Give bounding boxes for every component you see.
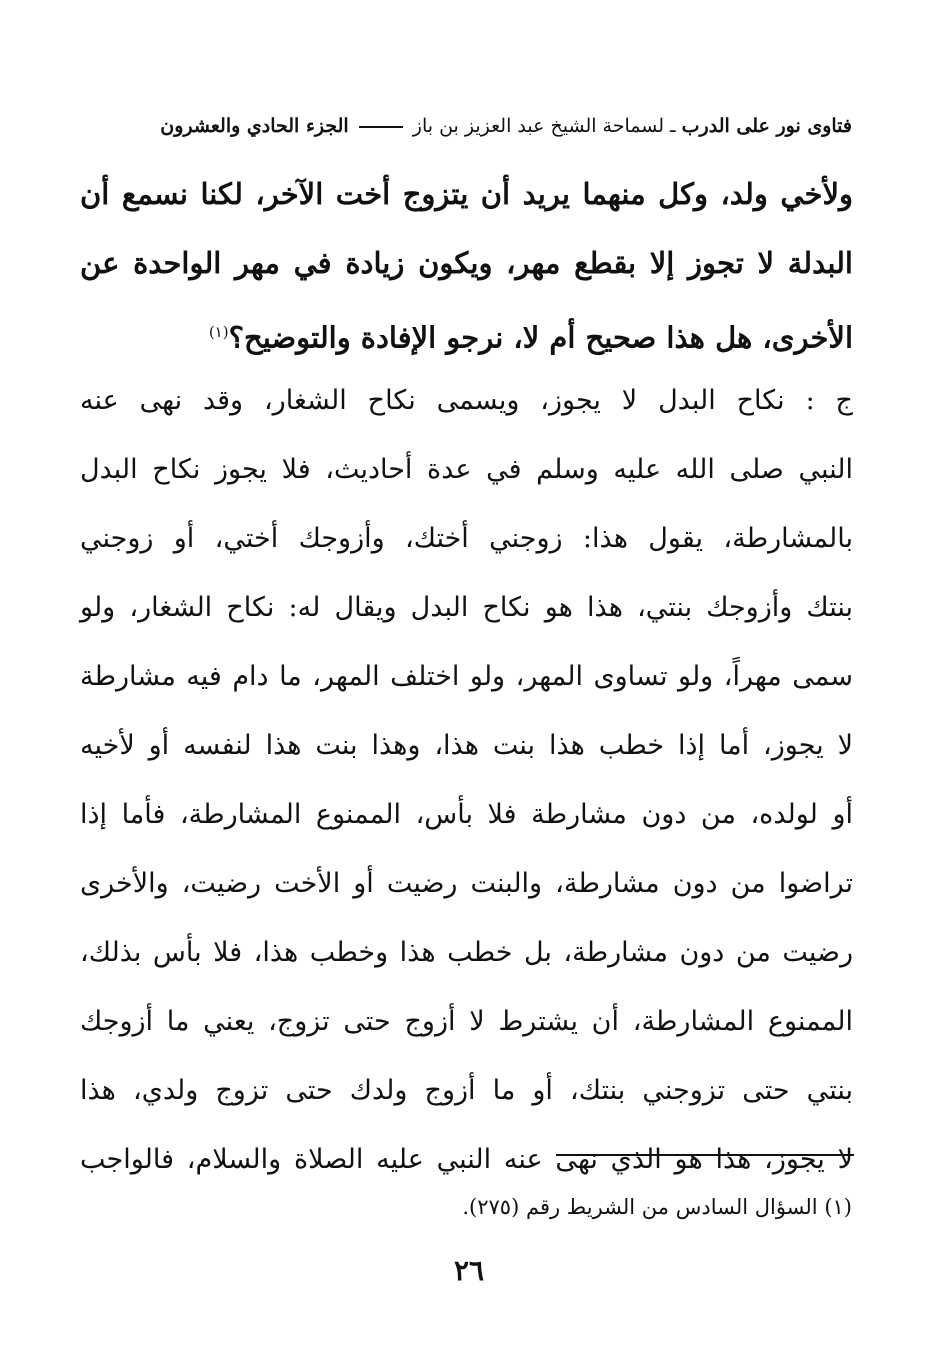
header-rule xyxy=(359,126,403,128)
answer-line: رضيت من دون مشارطة، بل خطب هذا وخطب هذا، فلا بأس بذلك، xyxy=(80,937,853,968)
answer-line: سمى مهراً، ولو تساوى المهر، ولو اختلف المهر، ما دام فيه مشارطة xyxy=(80,661,853,692)
question-line: البدلة لا تجوز إلا بقطع مهر، ويكون زيادة في مهر الواحدة عن xyxy=(80,246,853,280)
answer-line: بنتك وأزوجك بنتي، هذا هو نكاح البدل ويقال له: نكاح الشغار، ولو xyxy=(80,592,853,623)
footnote-separator xyxy=(556,1154,854,1156)
answer-line: الممنوع المشارطة، أن يشترط لا أزوج حتى تزوج، يعني ما أزوجك xyxy=(80,1006,853,1037)
answer-line: تراضوا من دون مشارطة، والبنت رضيت أو الأخت رضيت، والأخرى xyxy=(80,868,853,899)
question-line: ولأخي ولد، وكل منهما يريد أن يتزوج أخت الآخر، لكنا نسمع أن xyxy=(80,177,853,211)
answer-line: بنتي حتى تزوجني بنتك، أو ما أزوج ولدك حتى تزوج ولدي، هذا xyxy=(80,1075,853,1106)
question-line-last xyxy=(80,304,853,373)
answer-line: النبي صلى الله عليه وسلم في عدة أحاديث، فلا يجوز نكاح البدل xyxy=(80,454,853,485)
header-author: ـ لسماحة الشيخ عبد العزيز بن باز xyxy=(412,115,676,137)
question-line-text: الأخرى، هل هذا صحيح أم لا، نرجو الإفادة والتوضيح؟ xyxy=(228,320,853,355)
running-header xyxy=(88,112,852,140)
header-volume: الجزء الحادي والعشرون xyxy=(160,115,349,137)
answer-line: ج : نكاح البدل لا يجوز، ويسمى نكاح الشغار، وقد نهى عنه xyxy=(80,385,853,416)
footnote: (١) السؤال السادس من الشريط رقم (٢٧٥). xyxy=(462,1195,852,1219)
body-text xyxy=(80,166,853,1201)
answer-line: بالمشارطة، يقول هذا: زوجني أختك، وأزوجك أختي، أو زوجني xyxy=(80,523,853,554)
answer-line: لا يجوز، هذا هو الذي نهى عنه النبي عليه الصلاة والسلام، فالواجب xyxy=(80,1144,853,1175)
footnote-marker: (١) xyxy=(208,323,229,341)
header-book-title: فتاوى نور على الدرب xyxy=(681,115,852,137)
answer-line: أو لولده، من دون مشارطة فلا بأس، الممنوع المشارطة، فأما إذا xyxy=(80,799,853,830)
page-number: ٢٦ xyxy=(453,1254,485,1287)
answer-line: لا يجوز، أما إذا خطب هذا بنت هذا، وهذا بنت هذا لنفسه أو لأخيه xyxy=(80,730,853,761)
